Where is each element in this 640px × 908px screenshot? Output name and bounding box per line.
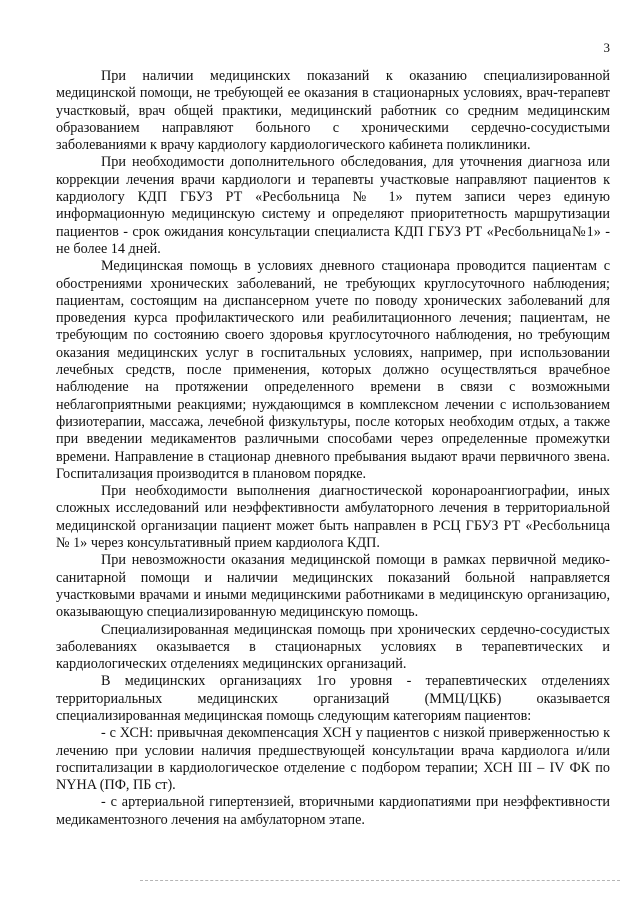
paragraph-additional-examination: При необходимости дополнительного обследования, для уточнения диагноза или коррекции лечения врачи кардиологи и терапевты участковые направляют пациентов к кардиологу КДП ГБУЗ РТ «Ресбольница № 1» путем записи через единую информационную медицинскую систему и определяют приоритетность маршрутизации пациентов - срок ожидания консультации специалиста КДП ГБУЗ РТ «Ресбольница№1» - не более 14 дней. [56, 154, 610, 257]
paragraph-primary-care-impossibility: При невозможности оказания медицинской помощи в рамках первичной медико-санитарной помощи и наличии медицинских показаний больной направляется участковыми врачами и иными медицинскими работниками в медицинскую организацию, оказывающую специализированную медицинскую помощь. [56, 552, 610, 621]
document-body [56, 68, 610, 829]
paragraph-day-hospital: Медицинская помощь в условиях дневного стационара проводится пациентам с обострениями хронических заболеваний, не требующих круглосуточного наблюдения; пациентам, состоящим на диспансерном учете по поводу хронических заболеваний для проведения курса профилактического или реабилитационного лечения; пациентам, не требующим по состоянию своего здоровья круглосуточного наблюдения, но требующим оказания медицинских услуг в госпитальных условиях, например, при использовании лечебных средств, после применения, которых должно осуществляться врачебное наблюдение на протяжении определенного времени в связи с возможными неблагоприятными реакциями; нуждающимся в комплексном лечении с использованием физиотерапии, массажа, лечебной физкультуры, после которых необходим отдых, а также при введении медикаментов различными способами через определенные промежутки времени. Направление в стационар дневного пребывания выдают врачи первичного звена. Госпитализация производится в плановом порядке. [56, 258, 610, 482]
paragraph-first-level-organizations: В медицинских организациях 1го уровня - терапевтических отделениях территориальных медицинских организаций (ММЦ/ЦКБ) оказывается специализированная медицинская помощь следующим категориям пациентов: [56, 673, 610, 724]
paragraph-coronary-angiography: При необходимости выполнения диагностической коронароангиографии, иных сложных исследований или неэффективности амбулаторного лечения в территориальной медицинской организации пациент может быть направлен в РСЦ ГБУЗ РТ «Ресбольница № 1» через консультативный прием кардиолога КДП. [56, 483, 610, 552]
footer-divider [140, 880, 620, 881]
page-number: 3 [603, 40, 610, 55]
paragraph-inpatient-care: Специализированная медицинская помощь при хронических сердечно-сосудистых заболеваниях оказывается в стационарных условиях в терапевтических и кардиологических отделениях медицинских организаций. [56, 621, 610, 673]
list-item-chf: - с ХСН: привычная декомпенсация ХСН у пациентов с низкой приверженностью к лечению при условии наличия предшествующей консультации врача кардиолога и/или госпитализации в кардиологическое отделение с подбором терапии; ХСН III – IV ФК по NYHA (ПФ, ПБ ст). [56, 725, 610, 794]
list-item-hypertension: - с артериальной гипертензией, вторичными кардиопатиями при неэффективности медикаментозного лечения на амбулаторном этапе. [56, 794, 610, 828]
paragraph-specialized-care-referral: При наличии медицинских показаний к оказанию специализированной медицинской помощи, не требующей ее оказания в стационарных условиях, врач-терапевт участковый, врач общей практики, медицинский работник со средним медицинским образованием направляют больного с хроническими сердечно-сосудистыми заболеваниями к врачу кардиологу кардиологического кабинета поликлиники. [56, 68, 610, 154]
